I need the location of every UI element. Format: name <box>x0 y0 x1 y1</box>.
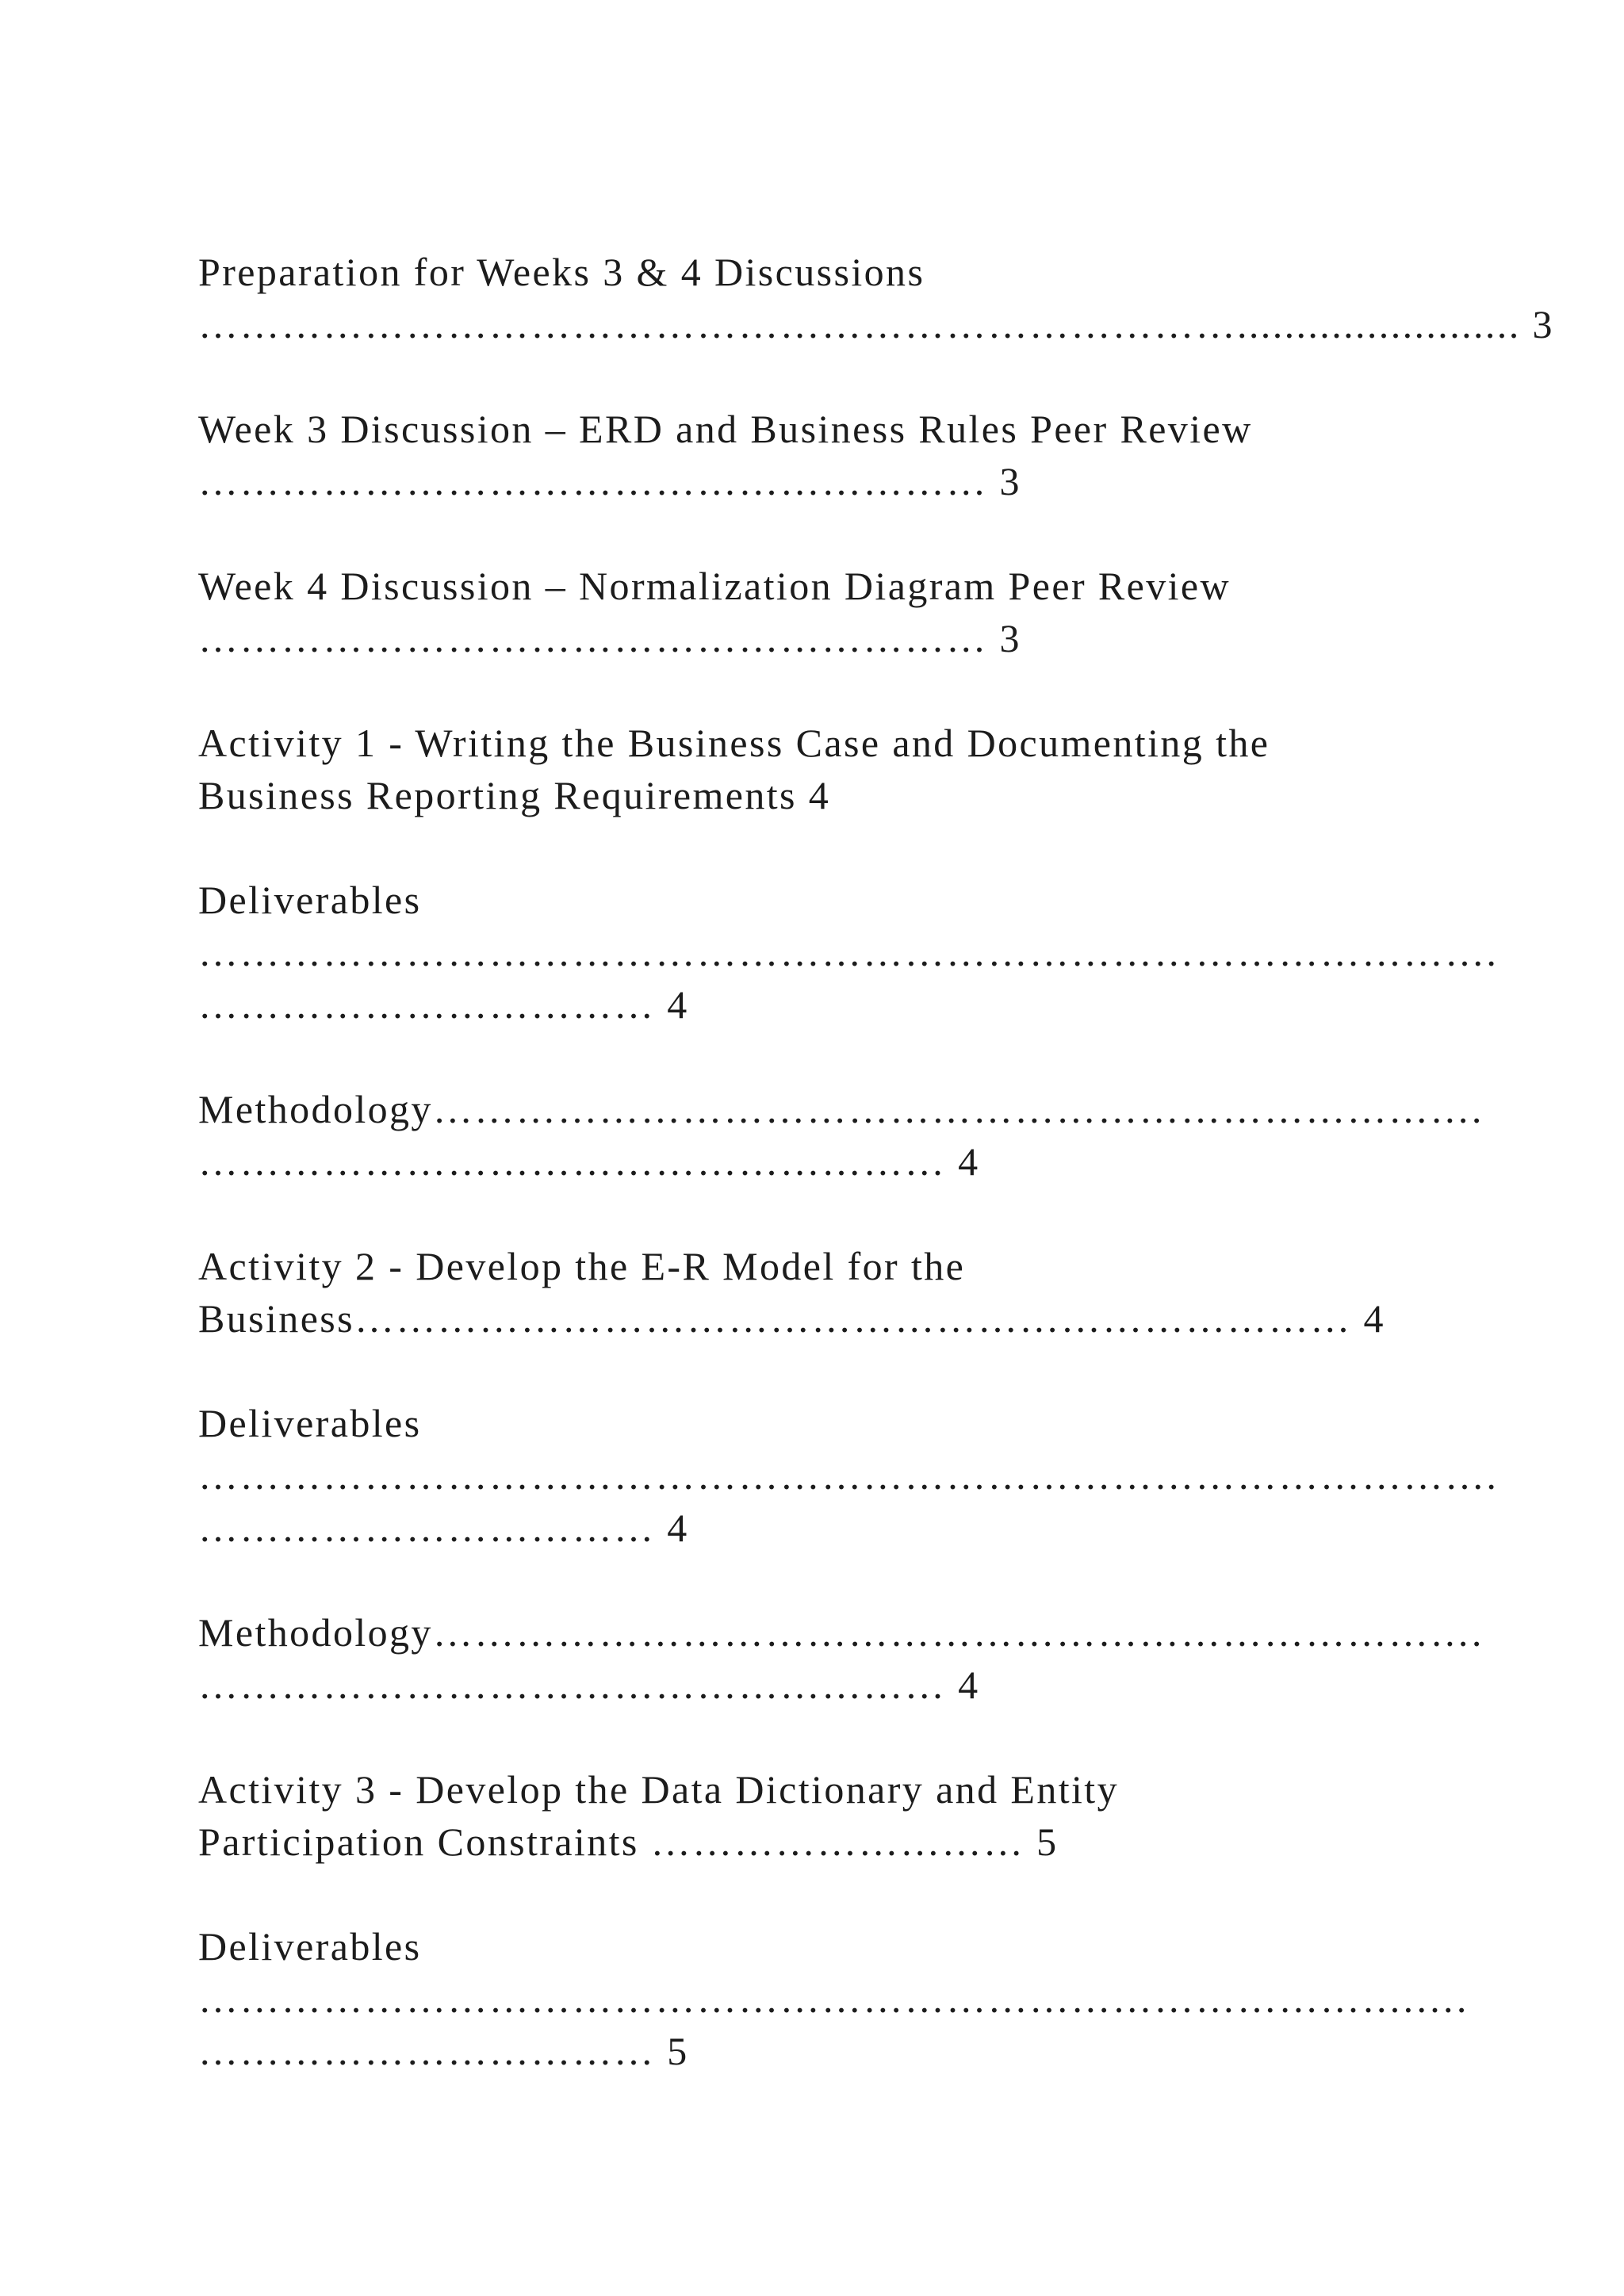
toc-entry-leader: ………………………………………………… 3 <box>198 459 1021 503</box>
toc-entry-activity-3-deliverables[interactable] <box>198 1920 1467 2077</box>
toc-entry-leader-page: …………………………… 5 <box>198 2029 689 2073</box>
table-of-contents <box>198 246 1554 2130</box>
toc-entry-leader: …………………………………………………………………………………. <box>198 930 1499 974</box>
toc-entry-leader-page: …………………………… 4 <box>198 982 689 1027</box>
toc-entry-week4-discussion[interactable] <box>198 560 1467 664</box>
toc-entry-title-cont: Participation Constraints ……………………… 5 <box>198 1820 1059 1864</box>
toc-entry-title: Week 4 Discussion – Normalization Diagram Peer Review <box>198 564 1231 608</box>
toc-entry-leader: …………………………………………………………………........................ 3 <box>198 302 1554 346</box>
toc-entry-activity-1-methodology[interactable] <box>198 1083 1484 1188</box>
toc-entry-leader-page: ……………………………………………… 4 <box>198 1139 980 1184</box>
toc-entry-title: Activity 3 - Develop the Data Dictionary and Entity <box>198 1767 1119 1812</box>
toc-entry-title: Deliverables <box>198 878 422 922</box>
toc-entry-activity-1-deliverables[interactable] <box>198 874 1499 1031</box>
toc-entry-title: Activity 2 - Develop the E-R Model for the <box>198 1244 966 1288</box>
toc-entry-title: Deliverables <box>198 1924 422 1969</box>
toc-entry-leader-page: ……………………………………………… 4 <box>198 1663 980 1707</box>
toc-entry-title: Week 3 Discussion – ERD and Business Rules Peer Review <box>198 407 1253 451</box>
toc-entry-title-cont: Business……………………………………………………………… 4 <box>198 1296 1385 1341</box>
toc-entry-activity-2[interactable] <box>198 1240 1467 1345</box>
toc-entry-activity-2-deliverables[interactable] <box>198 1397 1499 1554</box>
toc-entry-title: Methodology…………………………………………………………………. <box>198 1087 1484 1131</box>
toc-entry-activity-2-methodology[interactable] <box>198 1606 1484 1711</box>
toc-entry-leader: …………………………………………………………………………….…. <box>198 1976 1469 2021</box>
toc-entry-leader-page: …………………………… 4 <box>198 1506 689 1550</box>
toc-entry-title: Preparation for Weeks 3 & 4 Discussions <box>198 250 925 294</box>
toc-entry-leader: ………………………………………………… 3 <box>198 616 1021 660</box>
toc-entry-title-cont: Business Reporting Requirements 4 <box>198 773 831 817</box>
toc-entry-activity-3[interactable] <box>198 1763 1467 1868</box>
toc-entry-title: Methodology…………………………………………………………………. <box>198 1610 1484 1655</box>
toc-entry-week3-discussion[interactable] <box>198 403 1467 507</box>
toc-entry-activity-1[interactable] <box>198 717 1467 821</box>
toc-entry-prep-weeks-3-4[interactable] <box>198 246 1554 350</box>
toc-entry-leader: …………………………………………………………………………………. <box>198 1453 1499 1498</box>
toc-entry-title: Activity 1 - Writing the Business Case and Documenting the <box>198 721 1270 765</box>
toc-entry-title: Deliverables <box>198 1401 422 1445</box>
